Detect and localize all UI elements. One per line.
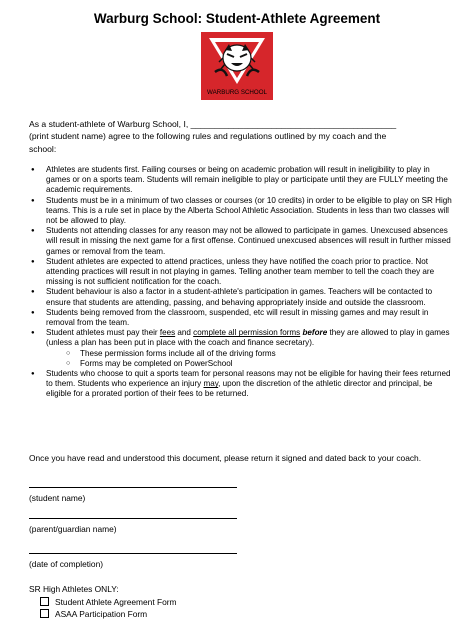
parent-name-label: (parent/guardian name) [29,524,117,534]
rule-minimum-classes: ● Students must be in a minimum of two classes or courses (or 10 credits) in order to be eligible to play on SR High teams. This is a rule set in place by the Alberta School Athletic Association. Students in less than two classes will not be allowed to play. [29,196,454,227]
checklist-item-agreement[interactable] [40,597,177,607]
intro-line-1: As a student-athlete of Warburg School, I, ___________________________________________ [29,119,397,129]
date-label: (date of completion) [29,559,104,569]
before-text: before [302,328,328,338]
intro-line-2: (print student name) agree to the following rules and regulations outlined by my coach and the [29,131,387,142]
rule-fees: ● Student athletes must pay their fees and complete all permission forms before they are allowed to play in games (unless a plan has been put in place with the coach and finance secretary). ○ These permission forms include all of the driving forms ○ Forms may be completed on PowerSchool [29,328,454,369]
date-line[interactable] [29,553,237,554]
closing-instructions: Once you have read and understood this document, please return it signed and dated back to your coach. [29,453,422,463]
rule-practices: ● Student athletes are expected to attend practices, unless they have notified the coach prior to practice. Not attending practices will result in not playing in games. Telling another team member to tell the coach they are missing is not sufficient notification for the coach. [29,257,454,288]
student-name-label: (student name) [29,493,86,503]
rule-academics: ● Athletes are students first. Failing courses or being on academic probation will result in ineligibility to play in games or on a sports team. Students will remain ineligible to play or participate until they are FULLY meeting the academic requirements. [29,165,454,196]
rule-removal: ● Students being removed from the classroom, suspended, etc will result in missing games and may result in removal from the team. [29,308,454,328]
rule-attendance: ● Students not attending classes for any reason may not be allowed to participate in games. Unexcused absences will result in missing the next game for a first offense. Continued unexcused absences will result in further missed games or removal from the team. [29,226,454,257]
parent-signature-line[interactable] [29,518,237,519]
intro-paragraph [29,118,449,155]
rules-list [29,165,454,400]
sub-item-driving-forms: ○ These permission forms include all of the driving forms [80,349,454,359]
checklist-label-agreement: Student Athlete Agreement Form [55,597,177,607]
tiger-logo [201,32,273,100]
fees-sublist [46,349,454,369]
checklist-item-asaa[interactable] [40,609,147,619]
fees-text: fees [159,328,176,338]
sub-item-powerschool: ○ Forms may be completed on PowerSchool [80,359,454,369]
may-text: may [203,379,219,389]
document-title: Warburg School: Student-Athlete Agreement [93,11,381,26]
student-signature-block [29,487,239,503]
parent-signature-block [29,518,239,534]
student-signature-line[interactable] [29,487,237,488]
date-block [29,553,239,569]
checkbox-icon[interactable] [40,609,49,618]
permission-forms-text: complete all permission forms [193,328,301,338]
checkbox-icon[interactable] [40,597,49,606]
intro-line-3: school: [29,143,57,154]
logo-text: WARBURG SCHOOL [207,89,267,96]
sr-high-heading: SR High Athletes ONLY: [29,584,119,594]
rule-behaviour: ● Student behaviour is also a factor in a student-athlete's participation in games. Teachers will be contacted to ensure that students are attending, passing, and behaving appropriately inside and outside the classroom. [29,287,454,307]
checklist-label-asaa: ASAA Participation Form [55,609,148,619]
rule-refunds: ● Students who choose to quit a sports team for personal reasons may not be eligible for having their fees returned to them. Students who experience an injury may, upon the discretion of the athletic director and principal, be eligible for a prorated portion of their fees to be returned. [29,369,454,400]
